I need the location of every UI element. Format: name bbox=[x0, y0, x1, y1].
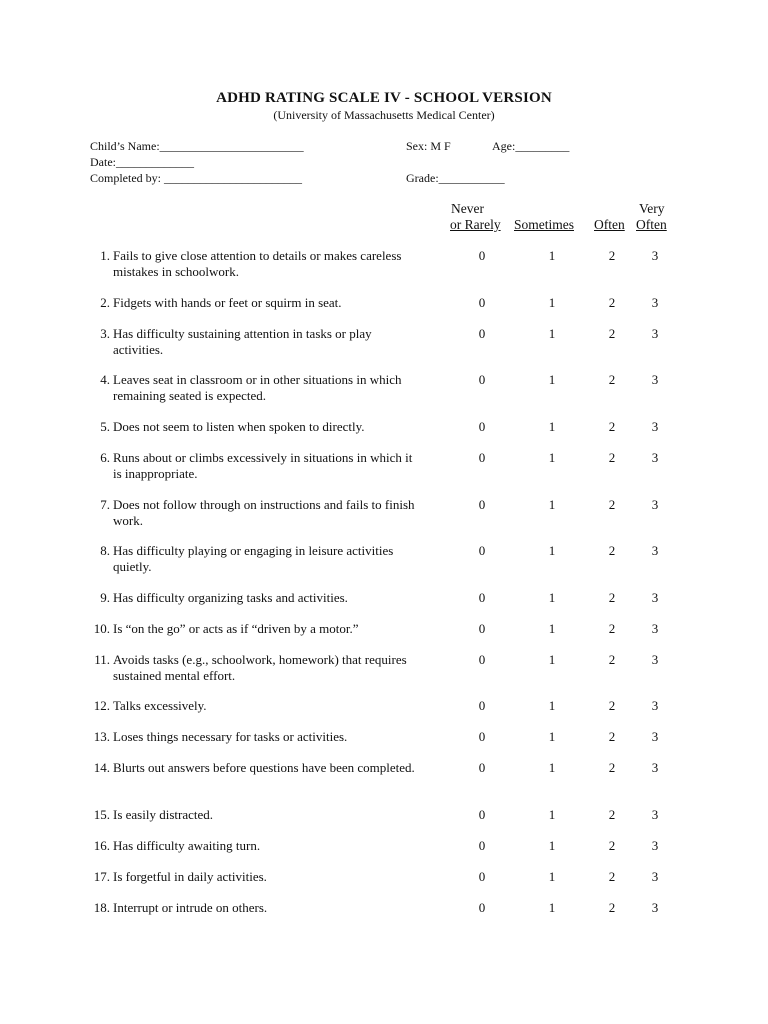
score-often[interactable]: 2 bbox=[608, 900, 616, 915]
score-often[interactable]: 2 bbox=[608, 729, 616, 744]
score-often[interactable]: 2 bbox=[608, 590, 616, 605]
column-never-top: Never bbox=[451, 201, 484, 216]
score-very-often[interactable]: 3 bbox=[651, 450, 659, 465]
item-text: Fidgets with hands or feet or squirm in seat. bbox=[113, 295, 342, 310]
score-often[interactable]: 2 bbox=[608, 295, 616, 310]
score-sometimes[interactable]: 1 bbox=[548, 543, 556, 558]
item-number: 16. bbox=[93, 838, 110, 853]
score-sometimes[interactable]: 1 bbox=[548, 326, 556, 341]
item-text: Has difficulty sustaining attention in tasks or play activities. bbox=[113, 326, 372, 357]
score-very-often[interactable]: 3 bbox=[651, 295, 659, 310]
score-sometimes[interactable]: 1 bbox=[548, 419, 556, 434]
score-sometimes[interactable]: 1 bbox=[548, 372, 556, 387]
score-sometimes[interactable]: 1 bbox=[548, 900, 556, 915]
form-subtitle: (University of Massachusetts Medical Center) bbox=[273, 108, 495, 122]
score-never[interactable]: 0 bbox=[478, 372, 486, 387]
score-very-often[interactable]: 3 bbox=[651, 326, 659, 341]
score-very-often[interactable]: 3 bbox=[651, 248, 659, 263]
item-number: 17. bbox=[93, 869, 110, 884]
childs-name-field[interactable]: Child’s Name:________________________ bbox=[90, 139, 304, 153]
score-often[interactable]: 2 bbox=[608, 652, 616, 667]
score-very-often[interactable]: 3 bbox=[651, 543, 659, 558]
item-number: 14. bbox=[93, 760, 110, 775]
score-often[interactable]: 2 bbox=[608, 497, 616, 512]
score-never[interactable]: 0 bbox=[478, 450, 486, 465]
form-title: ADHD RATING SCALE IV - SCHOOL VERSION bbox=[216, 90, 552, 106]
score-sometimes[interactable]: 1 bbox=[548, 295, 556, 310]
score-never[interactable]: 0 bbox=[478, 807, 486, 822]
score-sometimes[interactable]: 1 bbox=[548, 590, 556, 605]
score-often[interactable]: 2 bbox=[608, 372, 616, 387]
column-very-often-top: Very bbox=[639, 201, 665, 216]
item-number: 4. bbox=[100, 372, 110, 387]
item-text: Avoids tasks (e.g., schoolwork, homework) that requires sustained mental effort. bbox=[113, 652, 407, 683]
score-very-often[interactable]: 3 bbox=[651, 869, 659, 884]
score-often[interactable]: 2 bbox=[608, 869, 616, 884]
score-often[interactable]: 2 bbox=[608, 621, 616, 636]
score-very-often[interactable]: 3 bbox=[651, 590, 659, 605]
item-text: Does not follow through on instructions and fails to finish work. bbox=[113, 497, 415, 528]
score-very-often[interactable]: 3 bbox=[651, 419, 659, 434]
score-often[interactable]: 2 bbox=[608, 248, 616, 263]
score-never[interactable]: 0 bbox=[478, 729, 486, 744]
score-very-often[interactable]: 3 bbox=[651, 497, 659, 512]
item-number: 15. bbox=[93, 807, 110, 822]
score-sometimes[interactable]: 1 bbox=[548, 698, 556, 713]
item-text: Is easily distracted. bbox=[113, 807, 213, 822]
score-often[interactable]: 2 bbox=[608, 543, 616, 558]
item-number: 5. bbox=[100, 419, 110, 434]
item-text: Leaves seat in classroom or in other situations in which remaining seated is expected. bbox=[113, 372, 402, 403]
score-very-often[interactable]: 3 bbox=[651, 900, 659, 915]
age-field[interactable]: Age:_________ bbox=[492, 139, 570, 153]
score-sometimes[interactable]: 1 bbox=[548, 807, 556, 822]
item-number: 9. bbox=[100, 590, 110, 605]
score-never[interactable]: 0 bbox=[478, 419, 486, 434]
score-sometimes[interactable]: 1 bbox=[548, 621, 556, 636]
score-very-often[interactable]: 3 bbox=[651, 729, 659, 744]
item-text: Talks excessively. bbox=[113, 698, 207, 713]
score-sometimes[interactable]: 1 bbox=[548, 497, 556, 512]
score-never[interactable]: 0 bbox=[478, 295, 486, 310]
item-number: 10. bbox=[93, 621, 110, 636]
item-text: Is “on the go” or acts as if “driven by a motor.” bbox=[113, 621, 359, 636]
column-often: Often bbox=[594, 217, 625, 232]
item-text: Has difficulty awaiting turn. bbox=[113, 838, 261, 853]
score-very-often[interactable]: 3 bbox=[651, 760, 659, 775]
score-sometimes[interactable]: 1 bbox=[548, 838, 556, 853]
score-sometimes[interactable]: 1 bbox=[548, 760, 556, 775]
item-text: Interrupt or intrude on others. bbox=[113, 900, 268, 915]
score-often[interactable]: 2 bbox=[608, 450, 616, 465]
score-never[interactable]: 0 bbox=[478, 590, 486, 605]
item-text: Blurts out answers before questions have been completed. bbox=[113, 760, 415, 775]
item-number: 3. bbox=[100, 326, 110, 341]
score-very-often[interactable]: 3 bbox=[651, 838, 659, 853]
score-often[interactable]: 2 bbox=[608, 838, 616, 853]
item-text: Does not seem to listen when spoken to directly. bbox=[113, 419, 365, 434]
score-never[interactable]: 0 bbox=[478, 652, 486, 667]
score-sometimes[interactable]: 1 bbox=[548, 729, 556, 744]
score-often[interactable]: 2 bbox=[608, 760, 616, 775]
score-often[interactable]: 2 bbox=[608, 807, 616, 822]
completed-by-field[interactable]: Completed by: _______________________ bbox=[90, 171, 302, 185]
item-number: 12. bbox=[93, 698, 110, 713]
score-sometimes[interactable]: 1 bbox=[548, 869, 556, 884]
item-number: 6. bbox=[100, 450, 110, 465]
item-number: 8. bbox=[100, 543, 110, 558]
score-very-often[interactable]: 3 bbox=[651, 621, 659, 636]
item-number: 7. bbox=[100, 497, 110, 512]
score-often[interactable]: 2 bbox=[608, 698, 616, 713]
score-very-often[interactable]: 3 bbox=[651, 807, 659, 822]
column-sometimes: Sometimes bbox=[514, 217, 574, 232]
score-never[interactable]: 0 bbox=[478, 326, 486, 341]
score-very-often[interactable]: 3 bbox=[651, 652, 659, 667]
item-text: Has difficulty playing or engaging in leisure activities quietly. bbox=[113, 543, 394, 574]
item-text: Fails to give close attention to details or makes careless mistakes in schoolwork. bbox=[113, 248, 402, 279]
item-number: 2. bbox=[100, 295, 110, 310]
score-never[interactable]: 0 bbox=[478, 900, 486, 915]
score-never[interactable]: 0 bbox=[478, 248, 486, 263]
item-number: 1. bbox=[100, 248, 110, 263]
item-number: 11. bbox=[94, 652, 110, 667]
score-never[interactable]: 0 bbox=[478, 621, 486, 636]
grade-field[interactable]: Grade:___________ bbox=[406, 171, 505, 185]
item-text: Has difficulty organizing tasks and activities. bbox=[113, 590, 348, 605]
score-never[interactable]: 0 bbox=[478, 760, 486, 775]
date-field[interactable]: Date:_____________ bbox=[90, 155, 194, 169]
score-never[interactable]: 0 bbox=[478, 838, 486, 853]
score-often[interactable]: 2 bbox=[608, 326, 616, 341]
score-sometimes[interactable]: 1 bbox=[548, 450, 556, 465]
item-text: Loses things necessary for tasks or activities. bbox=[113, 729, 348, 744]
sex-field[interactable]: Sex: M F bbox=[406, 139, 451, 153]
item-number: 18. bbox=[93, 900, 110, 915]
item-text: Is forgetful in daily activities. bbox=[113, 869, 267, 884]
column-very-often: Often bbox=[636, 217, 667, 232]
score-never[interactable]: 0 bbox=[478, 543, 486, 558]
score-often[interactable]: 2 bbox=[608, 419, 616, 434]
score-never[interactable]: 0 bbox=[478, 497, 486, 512]
column-never-or-rarely: or Rarely bbox=[450, 217, 501, 232]
score-sometimes[interactable]: 1 bbox=[548, 248, 556, 263]
score-very-often[interactable]: 3 bbox=[651, 698, 659, 713]
score-very-often[interactable]: 3 bbox=[651, 372, 659, 387]
score-never[interactable]: 0 bbox=[478, 869, 486, 884]
item-text: Runs about or climbs excessively in situations in which it is inappropriate. bbox=[113, 450, 413, 481]
score-never[interactable]: 0 bbox=[478, 698, 486, 713]
score-sometimes[interactable]: 1 bbox=[548, 652, 556, 667]
item-number: 13. bbox=[93, 729, 110, 744]
